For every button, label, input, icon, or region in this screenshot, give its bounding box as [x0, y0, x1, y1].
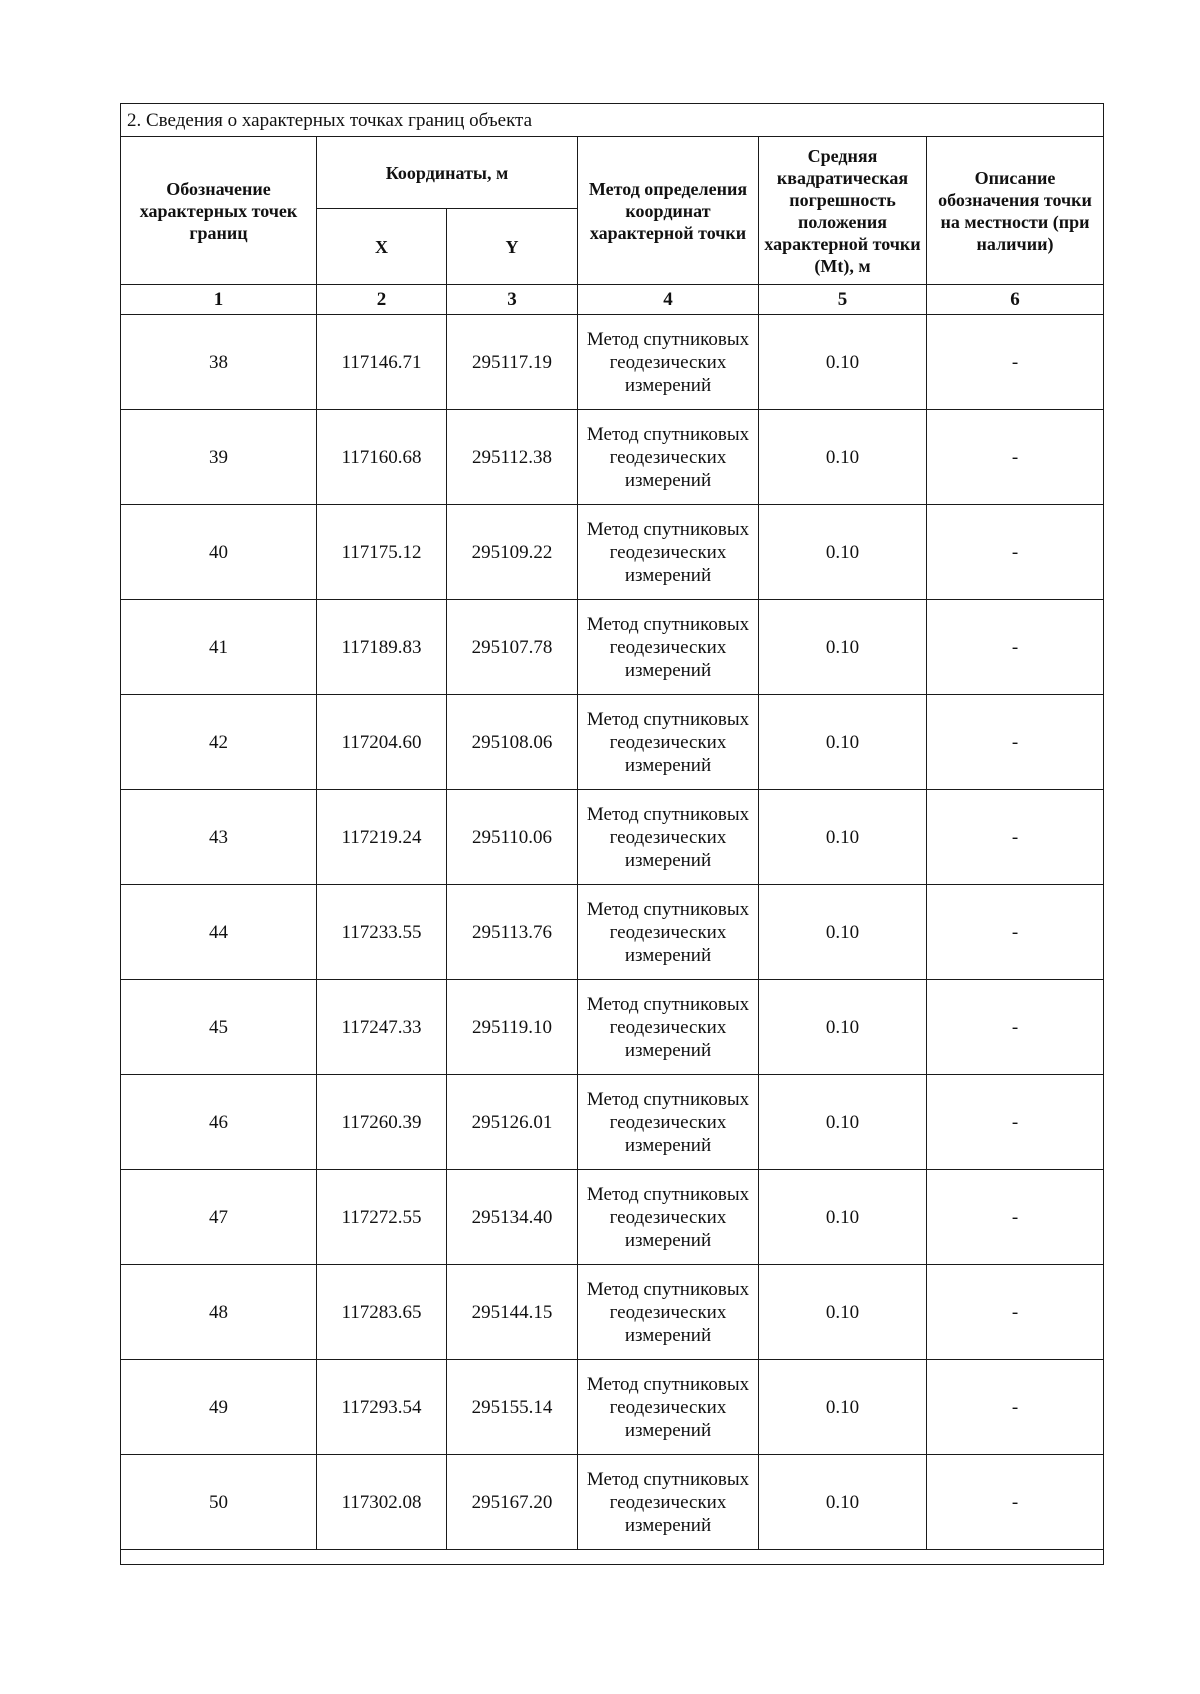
y-coordinate-cell: 295126.01 [447, 1075, 578, 1170]
error-cell: 0.10 [759, 410, 927, 505]
method-cell: Метод спутниковых геодезических измерений [578, 1360, 759, 1455]
method-cell: Метод спутниковых геодезических измерений [578, 1075, 759, 1170]
table-row [121, 790, 1104, 885]
table-row [121, 600, 1104, 695]
error-cell: 0.10 [759, 1170, 927, 1265]
x-coordinate-cell: 117293.54 [317, 1360, 447, 1455]
table-row [121, 1360, 1104, 1455]
table-footer-cell [121, 1550, 1104, 1565]
y-coordinate-cell: 295110.06 [447, 790, 578, 885]
method-cell: Метод спутниковых геодезических измерений [578, 600, 759, 695]
error-cell: 0.10 [759, 1360, 927, 1455]
description-cell: - [927, 1170, 1104, 1265]
x-coordinate-cell: 117146.71 [317, 315, 447, 410]
method-cell: Метод спутниковых геодезических измерений [578, 695, 759, 790]
x-coordinate-cell: 117283.65 [317, 1265, 447, 1360]
section-title: 2. Сведения о характерных точках границ объекта [121, 104, 1104, 137]
column-number: 1 [121, 285, 317, 315]
table-row [121, 315, 1104, 410]
point-cell: 50 [121, 1455, 317, 1550]
table-row [121, 1455, 1104, 1550]
y-coordinate-cell: 295109.22 [447, 505, 578, 600]
x-coordinate-cell: 117160.68 [317, 410, 447, 505]
x-coordinate-cell: 117247.33 [317, 980, 447, 1075]
y-coordinate-cell: 295144.15 [447, 1265, 578, 1360]
table-row [121, 695, 1104, 790]
point-cell: 43 [121, 790, 317, 885]
error-cell: 0.10 [759, 790, 927, 885]
error-cell: 0.10 [759, 315, 927, 410]
table-row [121, 980, 1104, 1075]
y-coordinate-cell: 295108.06 [447, 695, 578, 790]
header-coordinates: Координаты, м [317, 137, 578, 209]
point-cell: 47 [121, 1170, 317, 1265]
x-coordinate-cell: 117302.08 [317, 1455, 447, 1550]
x-coordinate-cell: 117233.55 [317, 885, 447, 980]
method-cell: Метод спутниковых геодезических измерений [578, 315, 759, 410]
description-cell: - [927, 980, 1104, 1075]
description-cell: - [927, 885, 1104, 980]
header-x: X [317, 209, 447, 285]
method-cell: Метод спутниковых геодезических измерений [578, 410, 759, 505]
description-cell: - [927, 1360, 1104, 1455]
point-cell: 38 [121, 315, 317, 410]
error-cell: 0.10 [759, 980, 927, 1075]
document-sheet [120, 103, 1103, 1565]
point-cell: 49 [121, 1360, 317, 1455]
header-error: Средняя квадратическая погрешность положения характерной точки (Mt), м [759, 137, 927, 285]
description-cell: - [927, 505, 1104, 600]
point-cell: 41 [121, 600, 317, 695]
y-coordinate-cell: 295107.78 [447, 600, 578, 695]
description-cell: - [927, 600, 1104, 695]
point-cell: 48 [121, 1265, 317, 1360]
description-cell: - [927, 1455, 1104, 1550]
column-number: 4 [578, 285, 759, 315]
y-coordinate-cell: 295155.14 [447, 1360, 578, 1455]
column-number: 2 [317, 285, 447, 315]
column-number: 3 [447, 285, 578, 315]
table-row [121, 885, 1104, 980]
y-coordinate-cell: 295112.38 [447, 410, 578, 505]
column-numbers-row [121, 285, 1104, 315]
table-footer-row [121, 1550, 1104, 1565]
y-coordinate-cell: 295119.10 [447, 980, 578, 1075]
error-cell: 0.10 [759, 1075, 927, 1170]
header-point: Обозначение характерных точек границ [121, 137, 317, 285]
x-coordinate-cell: 117204.60 [317, 695, 447, 790]
table-row [121, 410, 1104, 505]
method-cell: Метод спутниковых геодезических измерений [578, 1265, 759, 1360]
column-number: 5 [759, 285, 927, 315]
x-coordinate-cell: 117260.39 [317, 1075, 447, 1170]
error-cell: 0.10 [759, 1455, 927, 1550]
error-cell: 0.10 [759, 505, 927, 600]
x-coordinate-cell: 117175.12 [317, 505, 447, 600]
method-cell: Метод спутниковых геодезических измерений [578, 1170, 759, 1265]
error-cell: 0.10 [759, 695, 927, 790]
description-cell: - [927, 1075, 1104, 1170]
y-coordinate-cell: 295134.40 [447, 1170, 578, 1265]
y-coordinate-cell: 295113.76 [447, 885, 578, 980]
x-coordinate-cell: 117219.24 [317, 790, 447, 885]
table-row [121, 1075, 1104, 1170]
point-cell: 44 [121, 885, 317, 980]
table-body [121, 315, 1104, 1550]
method-cell: Метод спутниковых геодезических измерений [578, 1455, 759, 1550]
point-cell: 45 [121, 980, 317, 1075]
x-coordinate-cell: 117189.83 [317, 600, 447, 695]
error-cell: 0.10 [759, 885, 927, 980]
column-number: 6 [927, 285, 1104, 315]
table-row [121, 1265, 1104, 1360]
boundary-points-table [120, 103, 1104, 1565]
point-cell: 42 [121, 695, 317, 790]
y-coordinate-cell: 295167.20 [447, 1455, 578, 1550]
description-cell: - [927, 790, 1104, 885]
error-cell: 0.10 [759, 1265, 927, 1360]
point-cell: 46 [121, 1075, 317, 1170]
method-cell: Метод спутниковых геодезических измерений [578, 505, 759, 600]
error-cell: 0.10 [759, 600, 927, 695]
description-cell: - [927, 1265, 1104, 1360]
method-cell: Метод спутниковых геодезических измерений [578, 885, 759, 980]
header-method: Метод определения координат характерной точки [578, 137, 759, 285]
table-row [121, 1170, 1104, 1265]
x-coordinate-cell: 117272.55 [317, 1170, 447, 1265]
table-row [121, 505, 1104, 600]
point-cell: 39 [121, 410, 317, 505]
description-cell: - [927, 410, 1104, 505]
description-cell: - [927, 315, 1104, 410]
method-cell: Метод спутниковых геодезических измерений [578, 790, 759, 885]
header-description: Описание обозначения точки на местности (при наличии) [927, 137, 1104, 285]
point-cell: 40 [121, 505, 317, 600]
header-y: Y [447, 209, 578, 285]
method-cell: Метод спутниковых геодезических измерений [578, 980, 759, 1075]
description-cell: - [927, 695, 1104, 790]
y-coordinate-cell: 295117.19 [447, 315, 578, 410]
